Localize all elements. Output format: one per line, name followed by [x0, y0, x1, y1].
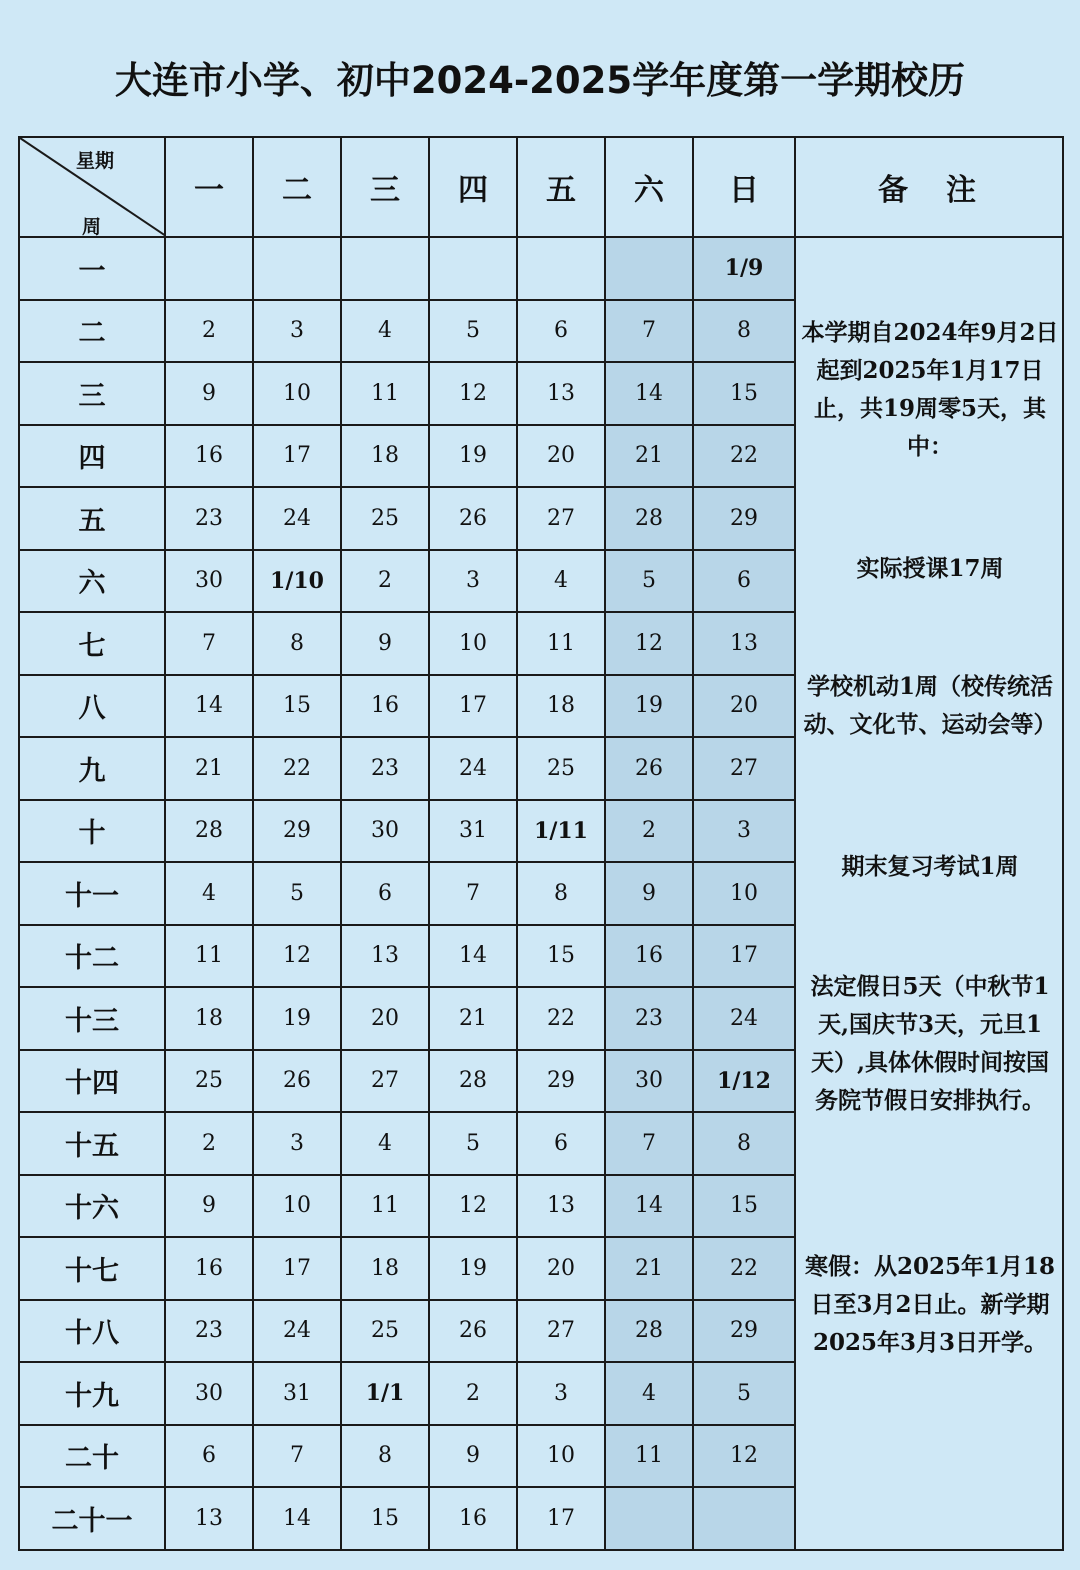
date-cell: 8 [693, 1112, 795, 1175]
date-cell: 7 [429, 862, 517, 925]
date-cell: 29 [517, 1050, 605, 1113]
date-cell: 12 [253, 925, 341, 988]
school-calendar-table [18, 136, 1064, 1551]
date-cell: 20 [517, 425, 605, 488]
date-cell: 16 [605, 925, 693, 988]
day-header-wed: 三 [341, 137, 429, 237]
date-cell: 6 [517, 300, 605, 363]
week-number-cell: 十 [19, 800, 165, 863]
date-cell: 13 [517, 362, 605, 425]
notes-cell [795, 237, 1063, 1550]
date-cell: 14 [165, 675, 253, 738]
date-cell: 9 [605, 862, 693, 925]
date-cell: 25 [341, 1300, 429, 1363]
date-cell: 27 [693, 737, 795, 800]
date-cell: 13 [341, 925, 429, 988]
date-cell: 15 [341, 1487, 429, 1550]
date-cell: 18 [341, 425, 429, 488]
date-cell: 9 [429, 1425, 517, 1488]
date-cell: 23 [605, 987, 693, 1050]
week-row [19, 237, 1063, 300]
date-cell: 11 [341, 362, 429, 425]
date-cell: 18 [517, 675, 605, 738]
date-cell: 10 [429, 612, 517, 675]
date-cell: 2 [341, 550, 429, 613]
date-cell: 5 [429, 300, 517, 363]
date-cell: 24 [253, 487, 341, 550]
week-number-cell: 四 [19, 425, 165, 488]
date-cell: 7 [165, 612, 253, 675]
date-cell: 15 [517, 925, 605, 988]
week-number-cell: 九 [19, 737, 165, 800]
date-cell: 29 [693, 487, 795, 550]
date-cell: 4 [341, 1112, 429, 1175]
date-cell: 30 [605, 1050, 693, 1113]
date-cell: 17 [429, 675, 517, 738]
week-number-cell: 十三 [19, 987, 165, 1050]
note-paragraph: 实际授课17周 [856, 555, 1004, 582]
day-header-thu: 四 [429, 137, 517, 237]
date-cell: 19 [429, 1237, 517, 1300]
diagonal-header-cell [19, 137, 165, 237]
date-cell [341, 237, 429, 300]
date-cell: 21 [429, 987, 517, 1050]
date-cell: 5 [693, 1362, 795, 1425]
date-cell: 2 [605, 800, 693, 863]
date-cell: 28 [605, 1300, 693, 1363]
note-paragraph: 法定假日5天（中秋节1天,国庆节3天，元旦1天）,具体休假时间按国务院节假日安排执行。 [810, 973, 1050, 1114]
date-cell: 11 [165, 925, 253, 988]
date-cell: 7 [605, 300, 693, 363]
date-cell: 14 [605, 362, 693, 425]
date-cell: 17 [517, 1487, 605, 1550]
date-cell: 29 [253, 800, 341, 863]
date-cell: 25 [341, 487, 429, 550]
date-cell: 12 [693, 1425, 795, 1488]
date-cell [517, 237, 605, 300]
week-number-cell: 七 [19, 612, 165, 675]
calendar-body [19, 237, 1063, 1550]
date-cell: 20 [341, 987, 429, 1050]
date-cell: 20 [693, 675, 795, 738]
date-cell: 30 [165, 1362, 253, 1425]
date-cell: 1/11 [517, 800, 605, 863]
date-cell: 2 [165, 1112, 253, 1175]
date-cell: 29 [693, 1300, 795, 1363]
date-cell: 1/12 [693, 1050, 795, 1113]
week-number-cell: 六 [19, 550, 165, 613]
week-number-cell: 十七 [19, 1237, 165, 1300]
date-cell: 31 [429, 800, 517, 863]
date-cell: 11 [341, 1175, 429, 1238]
date-cell: 16 [165, 1237, 253, 1300]
date-cell: 1/1 [341, 1362, 429, 1425]
date-cell: 27 [517, 1300, 605, 1363]
date-cell: 3 [253, 1112, 341, 1175]
date-cell: 6 [165, 1425, 253, 1488]
date-cell: 5 [605, 550, 693, 613]
date-cell: 2 [165, 300, 253, 363]
date-cell: 4 [605, 1362, 693, 1425]
date-cell: 13 [165, 1487, 253, 1550]
date-cell: 2 [429, 1362, 517, 1425]
week-number-cell: 十八 [19, 1300, 165, 1363]
date-cell: 3 [429, 550, 517, 613]
date-cell: 11 [517, 612, 605, 675]
date-cell: 3 [253, 300, 341, 363]
week-number-cell: 二十一 [19, 1487, 165, 1550]
day-header-fri: 五 [517, 137, 605, 237]
date-cell: 24 [253, 1300, 341, 1363]
date-cell: 9 [165, 362, 253, 425]
date-cell: 22 [253, 737, 341, 800]
date-cell: 26 [253, 1050, 341, 1113]
date-cell: 8 [253, 612, 341, 675]
date-cell [429, 237, 517, 300]
date-cell: 22 [693, 425, 795, 488]
date-cell: 22 [693, 1237, 795, 1300]
note-paragraph: 寒假：从2025年1月18日至3月2日止。新学期2025年3月3日开学。 [804, 1253, 1056, 1356]
date-cell: 27 [341, 1050, 429, 1113]
date-cell: 15 [693, 1175, 795, 1238]
date-cell: 28 [165, 800, 253, 863]
date-cell: 7 [605, 1112, 693, 1175]
date-cell: 4 [341, 300, 429, 363]
notes-header: 备 注 [795, 137, 1063, 237]
date-cell: 10 [693, 862, 795, 925]
date-cell: 8 [341, 1425, 429, 1488]
date-cell [253, 237, 341, 300]
date-cell: 4 [165, 862, 253, 925]
date-cell: 21 [165, 737, 253, 800]
week-number-cell: 八 [19, 675, 165, 738]
date-cell: 9 [341, 612, 429, 675]
week-number-cell: 十一 [19, 862, 165, 925]
date-cell: 30 [341, 800, 429, 863]
date-cell: 26 [429, 487, 517, 550]
date-cell: 24 [693, 987, 795, 1050]
date-cell: 6 [341, 862, 429, 925]
date-cell: 17 [253, 425, 341, 488]
date-cell: 25 [165, 1050, 253, 1113]
date-cell: 24 [429, 737, 517, 800]
date-cell: 21 [605, 425, 693, 488]
date-cell [165, 237, 253, 300]
date-cell: 1/10 [253, 550, 341, 613]
day-header-tue: 二 [253, 137, 341, 237]
date-cell [605, 1487, 693, 1550]
week-number-cell: 十六 [19, 1175, 165, 1238]
date-cell: 11 [605, 1425, 693, 1488]
date-cell: 13 [517, 1175, 605, 1238]
date-cell: 28 [429, 1050, 517, 1113]
date-cell: 6 [517, 1112, 605, 1175]
date-cell: 14 [605, 1175, 693, 1238]
weekday-axis-label: 星期 [76, 150, 115, 172]
date-cell [693, 1487, 795, 1550]
date-cell: 6 [693, 550, 795, 613]
date-cell: 5 [429, 1112, 517, 1175]
header-row [19, 137, 1063, 237]
note-paragraph: 期末复习考试1周 [841, 853, 1019, 880]
date-cell: 4 [517, 550, 605, 613]
date-cell: 12 [605, 612, 693, 675]
date-cell: 16 [429, 1487, 517, 1550]
date-cell: 18 [341, 1237, 429, 1300]
week-number-cell: 十五 [19, 1112, 165, 1175]
date-cell: 19 [253, 987, 341, 1050]
date-cell: 23 [341, 737, 429, 800]
date-cell: 10 [253, 362, 341, 425]
date-cell: 31 [253, 1362, 341, 1425]
date-cell: 12 [429, 362, 517, 425]
week-number-cell: 二十 [19, 1425, 165, 1488]
day-header-sun: 日 [693, 137, 795, 237]
week-number-cell: 一 [19, 237, 165, 300]
date-cell: 15 [693, 362, 795, 425]
date-cell: 23 [165, 1300, 253, 1363]
date-cell: 7 [253, 1425, 341, 1488]
date-cell: 8 [517, 862, 605, 925]
day-header-mon: 一 [165, 137, 253, 237]
date-cell [605, 237, 693, 300]
date-cell: 18 [165, 987, 253, 1050]
date-cell: 1/9 [693, 237, 795, 300]
date-cell: 15 [253, 675, 341, 738]
date-cell: 13 [693, 612, 795, 675]
page-title: 大连市小学、初中2024-2025学年度第一学期校历 [114, 59, 966, 102]
date-cell: 20 [517, 1237, 605, 1300]
date-cell: 5 [253, 862, 341, 925]
date-cell: 26 [605, 737, 693, 800]
date-cell: 17 [693, 925, 795, 988]
week-number-cell: 三 [19, 362, 165, 425]
week-number-cell: 二 [19, 300, 165, 363]
date-cell: 25 [517, 737, 605, 800]
date-cell: 8 [693, 300, 795, 363]
date-cell: 14 [429, 925, 517, 988]
date-cell: 21 [605, 1237, 693, 1300]
date-cell: 19 [429, 425, 517, 488]
date-cell: 19 [605, 675, 693, 738]
day-header-sat: 六 [605, 137, 693, 237]
date-cell: 26 [429, 1300, 517, 1363]
date-cell: 16 [341, 675, 429, 738]
date-cell: 17 [253, 1237, 341, 1300]
date-cell: 14 [253, 1487, 341, 1550]
week-number-cell: 五 [19, 487, 165, 550]
date-cell: 30 [165, 550, 253, 613]
date-cell: 9 [165, 1175, 253, 1238]
week-number-cell: 十四 [19, 1050, 165, 1113]
week-number-cell: 十二 [19, 925, 165, 988]
date-cell: 27 [517, 487, 605, 550]
note-paragraph: 本学期自2024年9月2日起到2025年1月17日止，共19周零5天，其中： [801, 319, 1059, 460]
date-cell: 3 [693, 800, 795, 863]
date-cell: 16 [165, 425, 253, 488]
note-paragraph: 学校机动1周（校传统活动、文化节、运动会等） [803, 673, 1057, 738]
week-axis-label: 周 [82, 216, 102, 237]
date-cell: 10 [253, 1175, 341, 1238]
date-cell: 22 [517, 987, 605, 1050]
date-cell: 10 [517, 1425, 605, 1488]
date-cell: 12 [429, 1175, 517, 1238]
date-cell: 23 [165, 487, 253, 550]
date-cell: 3 [517, 1362, 605, 1425]
week-number-cell: 十九 [19, 1362, 165, 1425]
date-cell: 28 [605, 487, 693, 550]
